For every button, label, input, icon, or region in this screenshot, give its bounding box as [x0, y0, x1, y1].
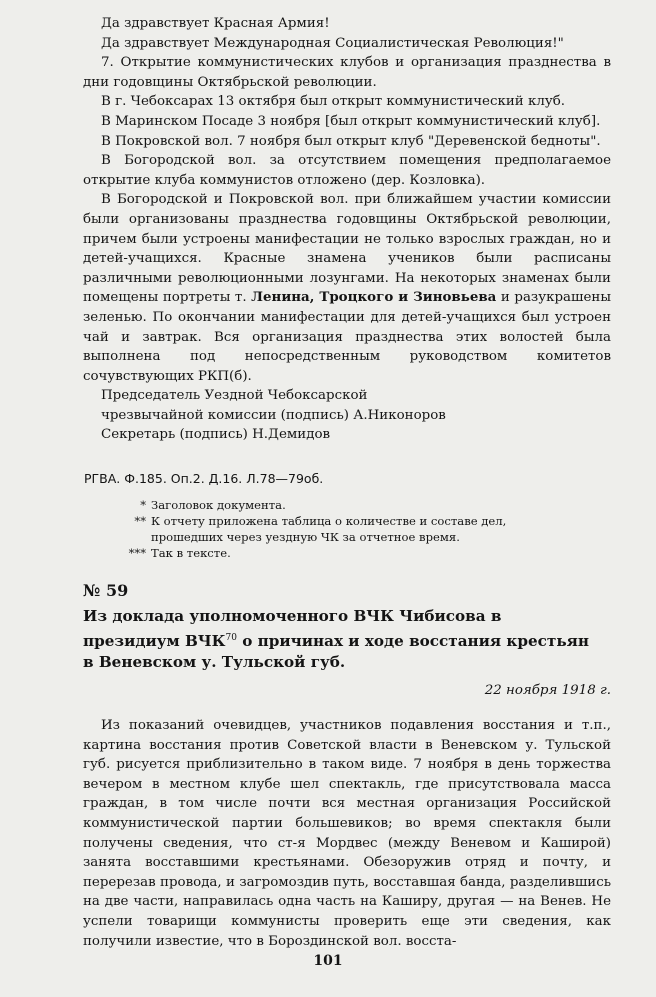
paragraph-pokrovskaya: В Покровской вол. 7 ноября был открыт клуб "Деревенской бедноты".	[101, 133, 601, 149]
title-part-b: о причинах и ходе восстания крестьян в Веневском у. Тульской губ.	[83, 631, 589, 672]
slogan-line-2: Да здравствует Международная Социалистическая Революция!"	[101, 35, 564, 51]
paragraph-celebrations	[83, 190, 611, 386]
signature-line-3: Секретарь (подпись) Н.Демидов	[101, 427, 331, 443]
paragraph-cheboksary: В г. Чебоксарах 13 октября был открыт коммунистический клуб.	[101, 94, 566, 110]
footnote-text: Так в тексте.	[151, 546, 231, 560]
footnote-3	[118, 545, 588, 561]
previous-document-ending	[83, 14, 611, 445]
paragraph-marinsky-posad: В Маринском Посаде 3 ноября [был открыт коммунистический клуб].	[101, 113, 601, 129]
signature-line-1: Председатель Уездной Чебоксарской	[101, 388, 368, 404]
celebrations-text-a: В Богородской и Покровской вол. при ближайшем участии комиссии были организованы празднества годовщины Октябрьской революции, причем были устроены манифестации не только взрослых граждан, но и детей-учащихся. Красные знамена учеников были расписаны различными революционными лозунгами. На некоторых знаменах были помещены портреты т.	[83, 192, 611, 306]
celebrations-text-b: и разукрашены зеленью. По окончании манифестации для детей-учащихся был устроен чай и завтрак. Вся организация празднества этих волостей была выполнена под непосредственным руководством комитетов сочувствующих РКП(б).	[83, 290, 611, 384]
signature-line-2: чрезвычайной комиссии (подпись) А.Никоноров	[101, 407, 446, 423]
document-title	[83, 606, 603, 674]
footnote-mark: **	[134, 514, 146, 528]
paragraph-bogorodskaya: В Богородской вол. за отсутствием помещения предполагаемое открытие клуба коммунистов отложено (дер. Козловка).	[83, 153, 611, 188]
archive-reference: РГВА. Ф.185. Оп.2. Д.16. Л.78—79об.	[84, 471, 324, 486]
page-number: 101	[313, 953, 343, 969]
document-date: 22 ноября 1918 г.	[484, 683, 611, 698]
document-number: № 59	[83, 581, 129, 600]
document-body-paragraph: Из показаний очевидцев, участников подавления восстания и т.п., картина восстания против Советской власти в Веневском у. Тульской губ. рисуется приблизительно в таком виде. 7 ноября в день торжества вечером в местном клубе шел спектакль, где присутствовала масса граждан, в том числе почти вся местная организация Российской коммунистической партии большевиков; во время спектакля были получены сведения, что ст-я Мордвес (между Веневом и Каширой) занята восставшими крестьянами. Обезоружив отряд и почту, и перерезав провода, и загромоздив путь, восставшая банда, разделившись на две части, направилась одна часть на Каширу, другая — на Венев. Не успели товарищи коммунисты проверить еще эти сведения, как получили известие, что в Бороздинской вол. восста-	[83, 718, 611, 949]
portraits-names: Ленина, Троцкого и Зиновьева	[251, 289, 497, 306]
footnote-text: К отчету приложена таблица о количестве и составе дел,	[151, 514, 507, 528]
footnotes	[118, 497, 588, 561]
footnote-mark: *	[140, 498, 146, 512]
footnote-text: Заголовок документа.	[151, 498, 286, 512]
document-body	[83, 716, 611, 951]
footnote-2	[118, 513, 588, 529]
footnote-mark: ***	[128, 546, 146, 560]
footnote-2-continuation: прошедших через уездную ЧК за отчетное время.	[151, 530, 460, 544]
title-footnote-ref: 70	[225, 632, 237, 643]
slogan-line-1: Да здравствует Красная Армия!	[101, 16, 330, 31]
footnote-1	[118, 497, 588, 513]
title-part-a: Из доклада уполномоченного ВЧК Чибисова в президиум ВЧК	[83, 607, 502, 650]
section-7-heading: 7. Открытие коммунистических клубов и организация празднества в дни годовщины Октябрьской революции.	[83, 55, 611, 90]
